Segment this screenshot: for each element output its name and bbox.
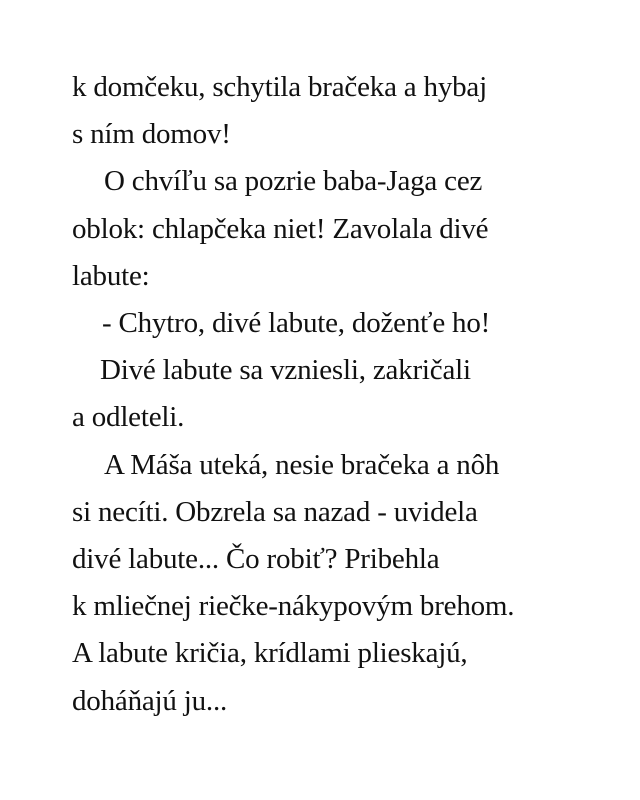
text-line-4: oblok: chlapčeka niet! Zavolala divé (72, 212, 489, 245)
text-line-11: divé labute... Čo robiť? Pribehla (72, 543, 440, 576)
story-text (72, 64, 612, 725)
text-line-8: a odleteli. (72, 401, 185, 434)
text-line-1: k domčeku, schytila bračeka a hybaj (72, 71, 487, 103)
text-line-10: si necíti. Obzrela sa nazad - uvidela (72, 495, 478, 528)
text-line-3: O chvíľu sa pozrie baba-Jaga cez (104, 165, 483, 198)
text-line-5: labute: (72, 259, 150, 292)
text-line-7: Divé labute sa vzniesli, zakričali (100, 354, 471, 387)
text-line-13: A labute kričia, krídlami plieskajú, (72, 637, 468, 670)
text-line-12: k mliečnej riečke-nákypovým brehom. (72, 590, 515, 623)
text-line-6: - Chytro, divé labute, doženťe ho! (102, 307, 491, 340)
text-line-9: A Máša uteká, nesie bračeka a nôh (104, 448, 500, 481)
text-line-2: s ním domov! (72, 118, 231, 151)
text-line-14: doháňajú ju... (72, 684, 228, 717)
